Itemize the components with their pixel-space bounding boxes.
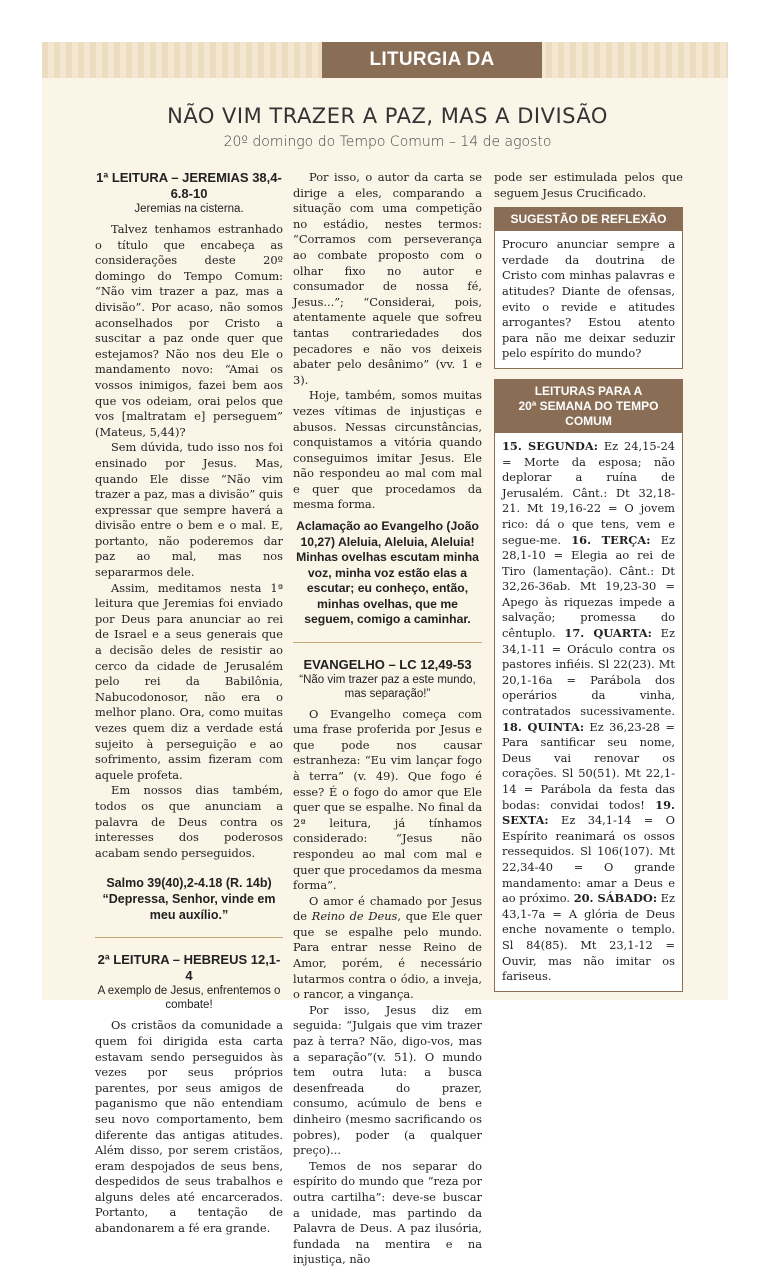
weekly-readings-box bbox=[494, 379, 683, 992]
divider bbox=[95, 937, 283, 938]
day-readings: Ez 24,15-24 = Morte da esposa; não deplorar a ruína de Jerusalém. Cânt.: Dt 32,18-21. Mt 19,16-22 = O jovem rico: dá o que tens, vem e segue-me. bbox=[502, 438, 675, 547]
reading1-subtitle: Jeremias na cisterna. bbox=[134, 203, 244, 215]
column-1 bbox=[95, 170, 283, 1237]
gospel-italic-text: Reino de Deus bbox=[311, 909, 398, 924]
psalm-reference: Salmo 39(40),2-4.18 (R. 14b) bbox=[106, 876, 272, 891]
gospel-paragraph: O Evangelho começa com uma frase proferida por Jesus e que pode nos causar estranheza: “Eu vim lançar fogo à terra” (v. 49). Que fogo é esse? É o fogo do amor que Ele quer que se espalhe. No final da 2ª leitura, já tínhamos considerado: “Jesus não respondeu ao mal com mal e quer que procedamos da mesma forma”. bbox=[293, 706, 482, 893]
page-title: NÃO VIM TRAZER A PAZ, MAS A DIVISÃO bbox=[167, 104, 608, 128]
reading1-paragraph: Em nossos dias também, todos os que anunciam a palavra de Deus contra os interesses dos poderosos acabam sendo perseguidos. bbox=[95, 783, 283, 860]
weekly-readings-title-line: LEITURAS PARA A bbox=[534, 383, 643, 398]
day-label: 15. SEGUNDA: bbox=[502, 438, 598, 453]
day-label: 20. SÁBADO: bbox=[573, 891, 658, 906]
day-readings: Ez 36,23-28 = Para santificar seu nome, Deus vai renovar os corações. Sl 50(51). Mt 22,1-14 = Parábola da festa das bodas: convidai todos! bbox=[502, 719, 675, 812]
gospel-acclamation: Aclamação ao Evangelho (João 10,27) Aleluia, Aleluia, Aleluia! Minhas ovelhas escutam minha voz, minha voz estão elas a escutar; eu conheço, então, minhas ovelhas, que me seguem, comigo a caminhar. bbox=[296, 519, 479, 627]
weekly-readings-title-line: 20ª SEMANA DO TEMPO COMUM bbox=[518, 398, 659, 428]
gospel-subtitle: “Não vim trazer paz a este mundo, mas separação!” bbox=[299, 673, 476, 700]
psalm-block bbox=[95, 875, 283, 923]
day-readings: Ez 28,1-10 = Elegia ao rei de Tiro (lamentação). Cânt.: Dt 32,26-36ab. Mt 19,23-30 = Apego às riquezas impede a salvação; promessa do cêntuplo. bbox=[502, 532, 676, 641]
page-subtitle: 20º domingo do Tempo Comum – 14 de agosto bbox=[223, 134, 552, 150]
reflection-box bbox=[494, 207, 683, 369]
gospel-paragraph bbox=[293, 894, 482, 1003]
gospel-text: O amor é chamado por Jesus de bbox=[293, 893, 482, 924]
day-readings: Ez 34,1-14 = O Espírito reanimará os ossos ressequidos. Sl 106(107). Mt 22,34-40 = O grande mandamento: amar a Deus e ao próximo. bbox=[502, 813, 675, 906]
reading2-title: 2ª LEITURA – HEBREUS 12,1-4 bbox=[97, 952, 281, 984]
gospel-title: EVANGELHO – LC 12,49-53 bbox=[303, 656, 472, 672]
gospel-paragraph: Por isso, Jesus diz em seguida: “Julgais que vim trazer paz à terra? Não, digo-vos, mas a separação”(v. 51). O mundo tem outra luta: a busca desenfreada do prazer, consumo, acúmulo de bens e dinheiro (mesmo sacrificando os pobres), poder (a qualquer preço)... bbox=[293, 1002, 482, 1158]
psalm-response: “Depressa, Senhor, vinde em meu auxílio.” bbox=[102, 892, 276, 923]
weekly-readings-text bbox=[502, 439, 675, 985]
section-tag: LITURGIA DA bbox=[322, 42, 542, 78]
gospel-continuation: pode ser estimulada pelos que seguem Jesus Crucificado. bbox=[494, 170, 683, 200]
divider bbox=[293, 642, 482, 643]
header-banner bbox=[42, 42, 728, 78]
reading2-subtitle: A exemplo de Jesus, enfrentemos o combate! bbox=[97, 985, 281, 1012]
column-2 bbox=[293, 170, 482, 1268]
gospel-paragraph: Temos de nos separar do espírito do mundo que “reza por outra cartilha”: deve-se buscar a unidade, mas partindo da Palavra de Deus. A paz ilusória, fundada na mentira e na injustiça, não bbox=[293, 1158, 482, 1267]
day-readings: Ez 34,1-11 = Oráculo contra os pastores infiéis. Sl 22(23). Mt 20,1-16a = Parábola dos operários da vinha, contratados sucessivamente. bbox=[502, 626, 675, 719]
day-label: 16. TERÇA: bbox=[571, 532, 651, 547]
day-label: 19. SEXTA: bbox=[502, 797, 675, 828]
reading1-paragraph: Sem dúvida, tudo isso nos foi ensinado por Jesus. Mas, quando Ele disse “Não vim trazer a paz, mas a divisão” quis expressar que sempre haverá a divisão entre o bem e o mal. E, portanto, não poderemos dar paz ao mal, mas nos separarmos dele. bbox=[95, 440, 283, 580]
gospel-text: , que Ele quer que se espalhe pelo mundo. Para entrar nesse Reino de Amor, porém, é necessário lutarmos contra o ódio, a inveja, o rancor, a vingança. bbox=[293, 909, 482, 1002]
reading2-paragraph: Os cristãos da comunidade a quem foi dirigida esta carta estavam sendo perseguidos às vezes por seus próprios parentes, por seus amigos de paganismo que não entendiam seu novo comportamento, bem diferente das antigas atitudes. Além disso, por serem cristãos, eram despojados de seus bens, despedidos de seus trabalhos e alguns deles até encarcerados. Portanto, a tentação de abandonarem a fé era grande. bbox=[95, 1018, 283, 1236]
weekly-readings-body bbox=[495, 433, 682, 991]
reflection-title: SUGESTÃO DE REFLEXÃO bbox=[495, 208, 682, 231]
reading1-paragraph: Assim, meditamos nesta 1ª leitura que Jeremias foi enviado por Deus para anunciar ao rei de Israel e a seus generais que a decisão deles de resistir ao cerco da cidade de Jerusalém pelo rei da Babilônia, Nabucodonosor, não era o melhor plano. Ora, como muitas vezes quem diz a verdade está sujeito à perseguição e ao sofrimento, assim fizeram com aquele profeta. bbox=[95, 580, 283, 782]
day-label: 17. QUARTA: bbox=[564, 626, 652, 641]
reading1-paragraph: Talvez tenhamos estranhado o título que encabeça as considerações deste 20º domingo do Tempo Comum: “Não vim trazer a paz, mas a divisão”. Por acaso, não somos aconselhados por Cristo a suscitar a paz onde quer que estejamos? Não nos deu Ele o mandamento novo: “Amai os vossos inimigos, fazei bem aos que vos odeiam, orai pelos que vos [maltratam e] perseguem” (Mateus, 5,44)? bbox=[95, 222, 283, 439]
weekly-readings-title bbox=[495, 380, 682, 433]
reflection-text: Procuro anunciar sempre a verdade da doutrina de Cristo com minhas palavras e atitudes? Diante de ofensas, evito o revide e atitudes arrogantes? Estou atento para não me deixar seduzir pelo espírito do mundo? bbox=[502, 237, 675, 361]
day-readings: Ez 43,1-7a = A glória de Deus enche novamente o templo. Sl 84(85). Mt 23,1-12 = Ouvir, mas não imitar os fariseus. bbox=[502, 891, 675, 984]
reflection-body bbox=[495, 231, 682, 368]
reading2-paragraph: Hoje, também, somos muitas vezes vítimas de injustiças e abusos. Nessas circunstâncias, conquistamos a vitória quando conseguimos imitar Jesus. Ele não respondeu ao mal com mal e quer que procedamos da mesma forma. bbox=[293, 388, 482, 512]
reading1-title: 1ª LEITURA – JEREMIAS 38,4-6.8-10 bbox=[96, 170, 282, 201]
reading2-paragraph: Por isso, o autor da carta se dirige a eles, comparando a situação com uma competição no estádio, nestes termos: “Corramos com perseverança ao combate proposto com o olhar fixo no autor e consumador de nossa fé, Jesus...”; “Considerai, pois, atentamente aquele que sofreu tantas contrariedades dos pecadores e não vos deixeis abater pelo desânimo” (vv. 1 e 3). bbox=[293, 170, 482, 387]
column-3 bbox=[494, 170, 683, 992]
day-label: 18. QUINTA: bbox=[502, 719, 585, 734]
